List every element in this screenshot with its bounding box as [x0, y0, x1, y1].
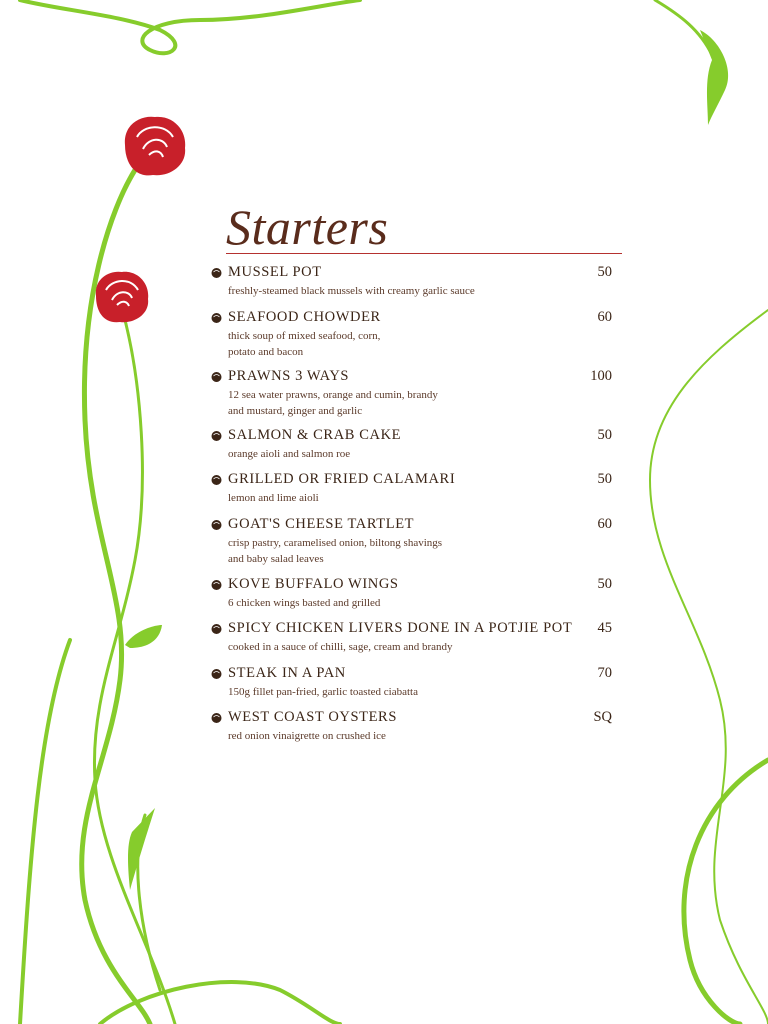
item-description: 6 chicken wings basted and grilled — [228, 597, 381, 609]
item-description: red onion vinaigrette on crushed ice — [228, 730, 386, 742]
vine-bottom-swirl — [100, 982, 340, 1024]
item-description: crisp pastry, caramelised onion, biltong shavings and baby salad leaves — [228, 537, 443, 565]
item-name: MUSSEL POT — [228, 264, 322, 280]
vine-left-long — [20, 640, 70, 1024]
vine-right-lower — [684, 760, 768, 1024]
vine-top-swirl — [20, 0, 360, 53]
item-name: GRILLED OR FRIED CALAMARI — [228, 471, 456, 487]
rose-bullet-icon — [210, 712, 223, 724]
item-description: cooked in a sauce of chilli, sage, cream and brandy — [228, 641, 453, 653]
item-price: 60 — [597, 309, 612, 325]
rose-bullet-icon — [210, 312, 223, 324]
item-price: 70 — [597, 665, 612, 681]
item-name: GOAT'S CHEESE TARTLET — [228, 516, 415, 532]
item-name: PRAWNS 3 WAYS — [228, 368, 350, 384]
page-title: Starters — [226, 199, 389, 255]
item-price: 50 — [597, 576, 612, 592]
item-price: SQ — [593, 709, 612, 725]
rose-bullet-icon — [210, 668, 223, 680]
rose-bullet-icon — [210, 623, 223, 635]
item-description: orange aioli and salmon roe — [228, 448, 351, 460]
item-price: 50 — [597, 427, 612, 443]
vine-second-stem — [94, 320, 175, 1024]
item-description: thick soup of mixed seafood, corn, potato and bacon — [228, 330, 381, 358]
item-name: SPICY CHICKEN LIVERS DONE IN A POTJIE POT — [228, 620, 573, 636]
item-name: SEAFOOD CHOWDER — [228, 309, 381, 325]
leaf-stem — [125, 625, 162, 648]
item-description: 12 sea water prawns, orange and cumin, brandy and mustard, ginger and garlic — [228, 389, 438, 417]
rose-bullet-icon — [210, 519, 223, 531]
item-name: SALMON & CRAB CAKE — [228, 427, 402, 443]
item-price: 50 — [597, 471, 612, 487]
leaf-lower — [128, 808, 155, 890]
rose-lower — [96, 272, 148, 323]
title-divider — [226, 253, 622, 254]
item-name: WEST COAST OYSTERS — [228, 709, 397, 725]
item-description: freshly-steamed black mussels with creamy garlic sauce — [228, 285, 475, 297]
rose-bullet-icon — [210, 579, 223, 591]
item-price: 60 — [597, 516, 612, 532]
vine-right-curl — [650, 310, 768, 1024]
item-name: KOVE BUFFALO WINGS — [228, 576, 399, 592]
item-description: 150g fillet pan-fried, garlic toasted ciabatta — [228, 686, 418, 698]
rose-bullet-icon — [210, 430, 223, 442]
item-price: 50 — [597, 264, 612, 280]
item-price: 100 — [590, 368, 612, 384]
item-name: STEAK IN A PAN — [228, 665, 346, 681]
vine-top-right — [655, 0, 712, 55]
rose-bullet-icon — [210, 371, 223, 383]
item-price: 45 — [597, 620, 612, 636]
rose-upper — [125, 117, 185, 176]
rose-bullet-icon — [210, 267, 223, 279]
rose-bullet-icon — [210, 474, 223, 486]
item-description: lemon and lime aioli — [228, 492, 319, 504]
